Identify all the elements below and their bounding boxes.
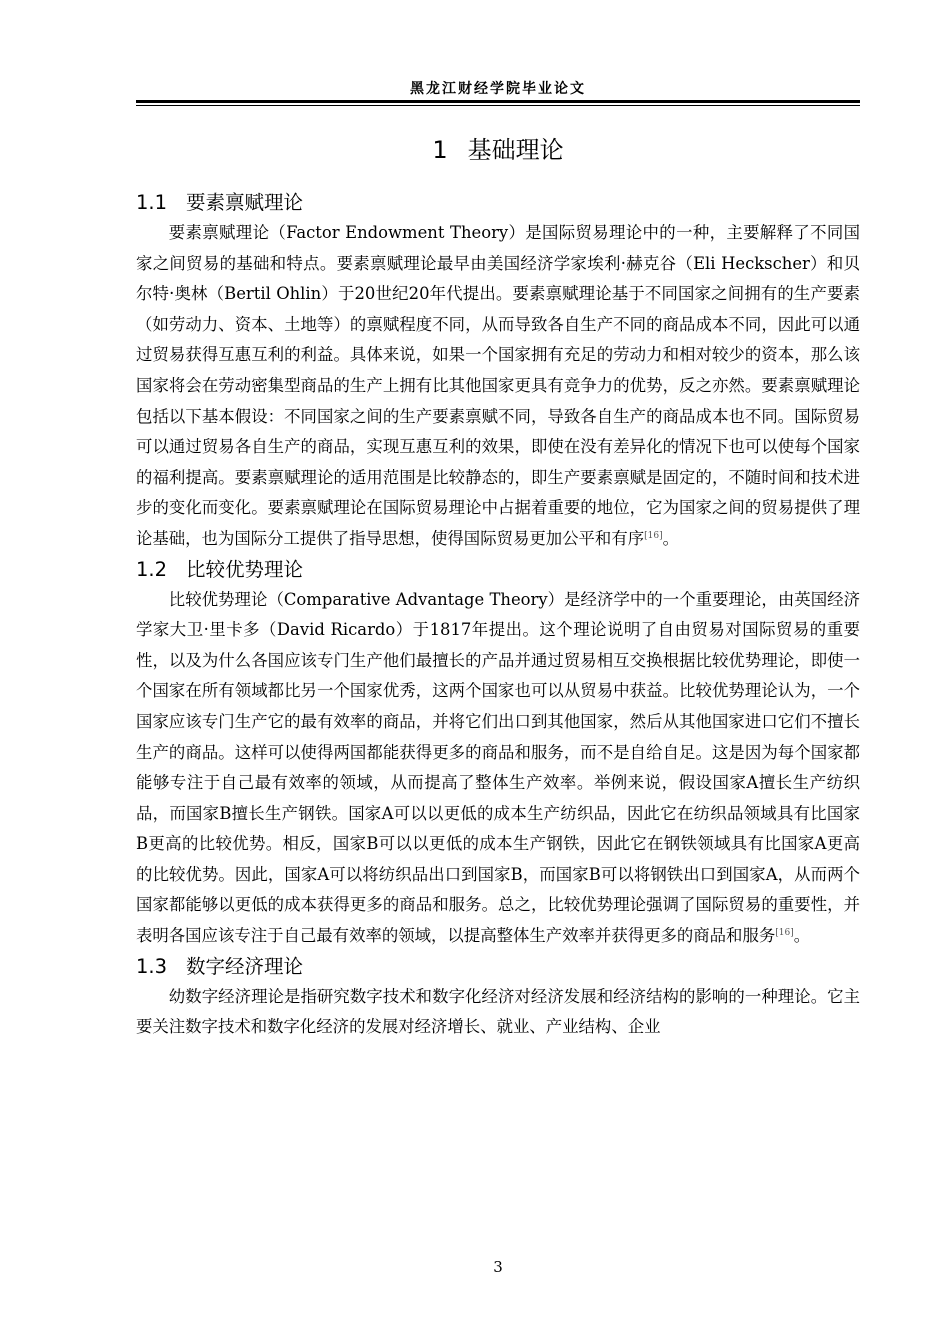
- section-paragraph-1-1: [136, 218, 860, 555]
- section-heading-1-2: [136, 555, 860, 585]
- section-title: 数字经济理论: [186, 954, 304, 978]
- section-title: 比较优势理论: [186, 557, 304, 581]
- citation-mark: [16]: [775, 928, 794, 939]
- section-heading-1-1: [136, 188, 860, 218]
- section-heading-1-3: [136, 952, 860, 982]
- section-number: 1.1: [136, 191, 168, 214]
- chapter-title-text: 基础理论: [467, 136, 564, 164]
- chapter-title: [136, 132, 860, 168]
- citation-mark: [16]: [644, 530, 663, 541]
- header-rule-thick: [136, 100, 860, 103]
- section-paragraph-1-3: [136, 982, 860, 1043]
- section-number: 1.3: [136, 954, 168, 978]
- section-title: 要素禀赋理论: [186, 191, 304, 214]
- section-paragraph-1-2: [136, 585, 860, 952]
- chapter-number: 1: [432, 136, 448, 164]
- paragraph-end: 。: [793, 926, 811, 946]
- paragraph-text: 幼数字经济理论是指研究数字技术和数字化经济对经济发展和经济结构的影响的一种理论。它主要关注数字技术和数字化经济的发展对经济增长、就业、产业结构、企业: [136, 986, 860, 1037]
- paragraph-text: 要素禀赋理论（Factor Endowment Theory）是国际贸易理论中的一种，主要解释了不同国家之间贸易的基础和特点。要素禀赋理论最早由美国经济学家埃利·赫克谷（Eli Heckscher）和贝尔特·奥林（Bertil Ohlin）于20世纪20年代提出。要素禀赋理论基于不同国家之间拥有的生产要素（如劳动力、资本、土地等）的禀赋程度不同，从而导致各自生产不同的商品成本不同，因此可以通过贸易获得互惠互利的利益。具体来说，如果一个国家拥有充足的劳动力和相对较少的资本，那么该国家将会在劳动密集型商品的生产上拥有比其他国家更具有竞争力的优势，反之亦然。要素禀赋理论包括以下基本假设：不同国家之间的生产要素禀赋不同，导致各自生产的商品成本也不同。国际贸易可以通过贸易各自生产的商品，实现互惠互利的效果，即使在没有差异化的情况下也可以使每个国家的福利提高。要素禀赋理论的适用范围是比较静态的，即生产要素禀赋是固定的，不随时间和技术进步的变化而变化。要素禀赋理论在国际贸易理论中占据着重要的地位，它为国家之间的贸易提供了理论基础，也为国际分工提供了指导思想，使得国际贸易更加公平和有序: [136, 223, 860, 548]
- header-rule-thin: [136, 105, 860, 106]
- paragraph-text: 比较优势理论（Comparative Advantage Theory）是经济学中的一个重要理论，由英国经济学家大卫·里卡多（David Ricardo）于1817年提出。这个理论说明了自由贸易对国际贸易的重要性，以及为什么各国应该专门生产他们最擅长的产品并通过贸易相互交换根据比较优势理论，即使一个国家在所有领域都比另一个国家优秀，这两个国家也可以从贸易中获益。比较优势理论认为，一个国家应该专门生产它的最有效率的商品，并将它们出口到其他国家，然后从其他国家进口它们不擅长生产的商品。这样可以使得两国都能获得更多的商品和服务，而不是自给自足。这是因为每个国家都能够专注于自己最有效率的领域，从而提高了整体生产效率。举例来说，假设国家A擅长生产纺织品，而国家B擅长生产钢铁。国家A可以以更低的成本生产纺织品，因此它在纺织品领域具有比国家B更高的比较优势。相反，国家B可以以更低的成本生产钢铁，因此它在钢铁领域具有比国家A更高的比较优势。因此，国家A可以将纺织品出口到国家B，而国家B可以将钢铁出口到国家A，从而两个国家都能够以更低的成本获得更多的商品和服务。总之，比较优势理论强调了国际贸易的重要性，并表明各国应该专注于自己最有效率的领域，以提高整体生产效率并获得更多的商品和服务: [136, 589, 860, 946]
- section-number: 1.2: [136, 557, 168, 581]
- paragraph-end: 。: [662, 528, 679, 548]
- page-number: 3: [493, 1258, 503, 1276]
- page-content: [136, 188, 860, 1043]
- running-header: 黑龙江财经学院毕业论文: [410, 81, 586, 97]
